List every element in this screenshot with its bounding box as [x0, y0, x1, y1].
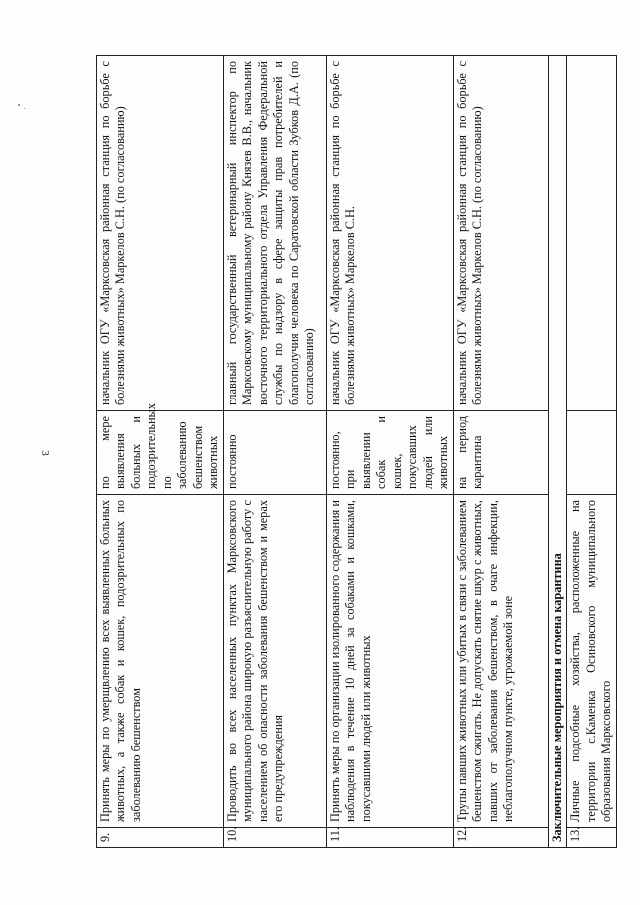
row-responsible: начальник ОГУ «Марксовская районная станция по борьбе с болезнями животных» Маркелов С.Н. (по согласованию)	[453, 56, 548, 411]
page-number: 3	[39, 450, 51, 456]
row-action: Принять меры по умерщвлению всех выявленных больных животных, а также собак и кошек, подозрительных по заболеванию бешенством	[97, 495, 224, 828]
table-row	[223, 56, 326, 848]
row-number: 13.	[567, 828, 616, 848]
row-term: по мере выявления больных и подозрительных по заболеванию бешенством животных	[97, 411, 224, 495]
row-term	[567, 411, 616, 495]
row-responsible: начальник ОГУ «Марксовская районная станция по борьбе с болезнями животных» Маркелов С.Н. (по согласованию)	[97, 56, 224, 411]
row-action: Личные подсобные хозяйства, расположенные на территории с.Каменка Осиновского муниципального образования Марксовского	[567, 495, 616, 828]
section-row	[548, 56, 566, 848]
table-row	[97, 56, 224, 848]
row-term: на период карантина	[453, 411, 548, 495]
row-term: постоянно, при выявлении собак и кошек, покусавших людей или животных	[326, 411, 453, 495]
row-number: 10.	[223, 828, 326, 848]
table-row	[567, 56, 616, 848]
row-action: Принять меры по организации изолированного содержания и наблюдения в течение 10 дней за собаками и кошками, покусавшими людей или животных	[326, 495, 453, 828]
measures-table	[96, 55, 617, 848]
row-responsible: начальник ОГУ «Марксовская районная станция по борьбе с болезнями животных» Маркелов С.Н.	[326, 56, 453, 411]
section-title: Заключительные мероприятия и отмена карантина	[548, 56, 566, 848]
row-responsible	[567, 56, 616, 411]
table-row	[326, 56, 453, 848]
row-term: постоянно	[223, 411, 326, 495]
table-row	[453, 56, 548, 848]
row-number: 12.	[453, 828, 548, 848]
scan-speck	[18, 104, 20, 106]
scan-speck	[24, 108, 25, 109]
row-action: Трупы павших животных или убитых в связи с заболеванием бешенством сжигать. Не допускать снятие шкур с животных, павших от заболевания бешенством, в очаге инфекции, неблагополучном пункте, угрожаемой зоне	[453, 495, 548, 828]
rotated-table-wrapper	[96, 56, 614, 848]
row-action: Проводить во всех населенных пунктах Марксовского муниципального района широкую разъяснительную работу с населением об опасности заболевания бешенством и мерах его предупреждения	[223, 495, 326, 828]
row-responsible: главный государственный ветеринарный инспектор по Марксовскому муниципальному району Князев В.В., начальник восточного территориального отдела Управления Федеральной службы по надзору в сфере защиты прав потребителей и благополучия человека по Саратовской области Зубков Д.А. (по согласованию)	[223, 56, 326, 411]
row-number: 11.	[326, 828, 453, 848]
row-number: 9.	[97, 828, 224, 848]
